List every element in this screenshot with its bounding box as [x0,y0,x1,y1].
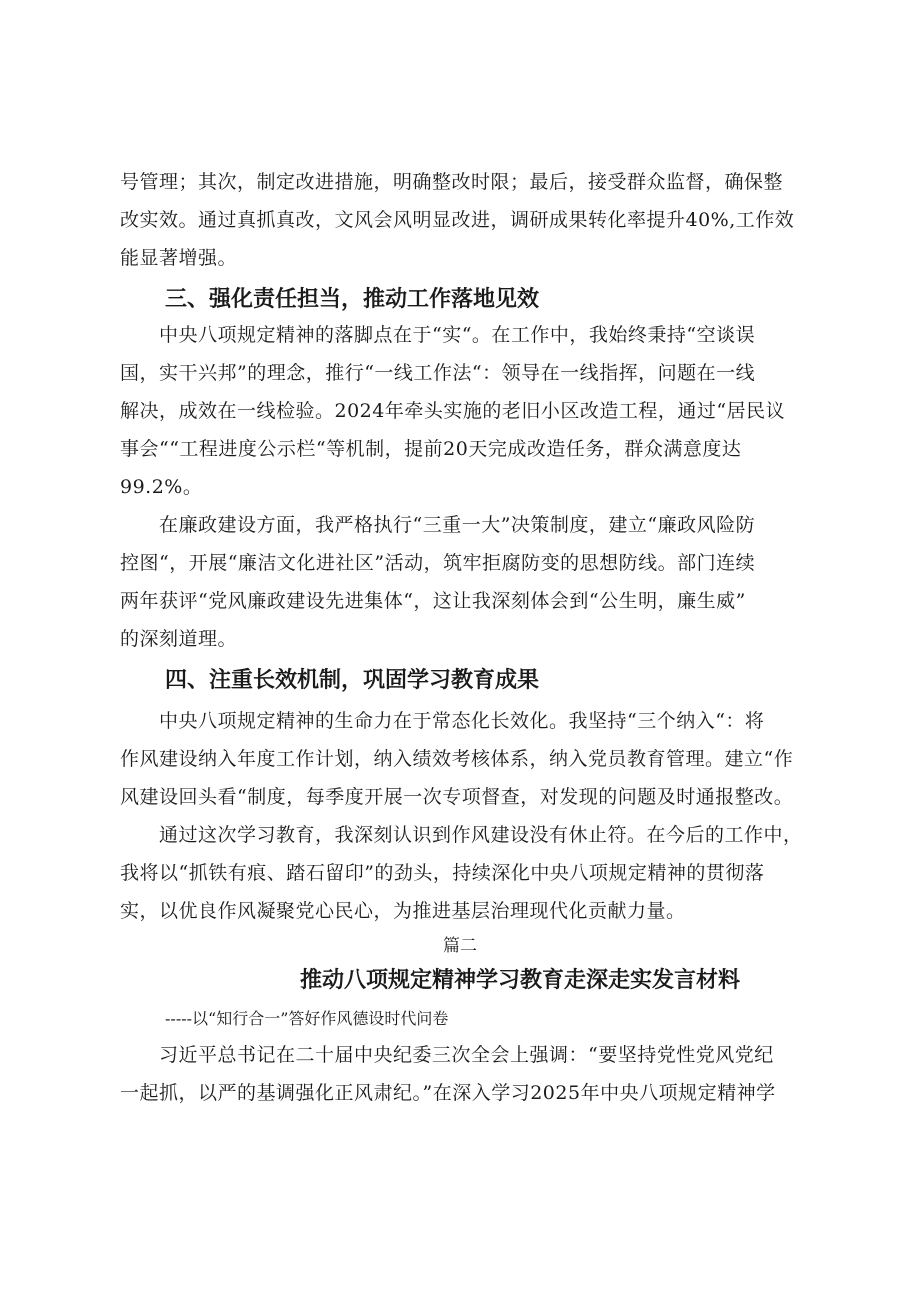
text-line: 中央八项规定精神的落脚点在于“实“。在工作中，我始终秉持“空谈误 [120,324,756,346]
text-line: 我将以“抓铁有痕、踏石留印”的劲头，持续深化中央八项规定精神的贯彻落 [120,862,765,884]
section-3-paragraph-2 [120,506,810,658]
part-2-title: 推动八项规定精神学习教育走深走实发言材料 [300,968,741,993]
text-line: 的深刻道理。 [120,628,238,650]
text-line: 中央八项规定精神的生命力在于常态化长效化。我坚持“三个纳入“：将 [120,710,765,732]
text-line: 国，实干兴邦”的理念，推行“一线工作法“：领导在一线指挥，问题在一线 [120,362,756,384]
text-line: 99.2%。 [120,476,203,498]
text-line: 改实效。通过真抓真改，文风会风明显改进，调研成果转化率提升40%,工作效 [120,209,795,231]
part-2-subtitle: -----以“知行合一”答好作风德设时代问卷 [165,1009,449,1028]
text-line: 能显著增强。 [120,247,238,269]
section-3-heading: 三、强化责任担当，推动工作落地见效 [165,287,540,312]
intro-paragraph [120,163,810,277]
text-line: 在廉政建设方面，我严格执行“三重一大”决策制度，建立“廉政风险防 [120,514,756,536]
text-line: 控图“，开展“廉洁文化进社区”活动，筑牢拒腐防变的思想防线。部门连续 [120,552,756,574]
text-line: 习近平总书记在二十届中央纪委三次全会上强调：“要坚持党性党风党纪 [120,1044,774,1066]
section-4-paragraph-2 [120,816,810,930]
text-line: 风建设回头看“制度，每季度开展一次专项督查，对发现的问题及时通报整改。 [120,786,794,808]
part-2-paragraph [120,1036,810,1112]
section-4-paragraph-1 [120,702,810,816]
text-line: 实，以优良作风凝聚党心民心，为推进基层治理现代化贡献力量。 [120,900,686,922]
text-line: 作风建设纳入年度工作计划，纳入绩效考核体系，纳入党员教育管理。建立“作 [120,748,794,770]
section-3-paragraph-1 [120,316,810,506]
text-line: 号管理；其次，制定改进措施，明确整改时限；最后，接受群众监督，确保整 [120,171,784,193]
text-line: 事会““工程进度公示栏“等机制，提前20天完成改造任务，群众满意度达 [120,438,742,460]
text-line: 两年获评“党风廉政建设先进集体“，这让我深刻体会到“公生明，廉生威” [120,590,746,612]
section-4-heading: 四、注重长效机制，巩固学习教育成果 [165,668,540,693]
part-label: 篇二 [443,936,477,956]
text-line: 解决，成效在一线检验。2024年牵头实施的老旧小区改造工程，通过“居民议 [120,400,786,422]
text-line: 通过这次学习教育，我深刻认识到作风建设没有休止符。在今后的工作中， [120,824,803,846]
text-line: 一起抓，以严的基调强化正风肃纪。”在深入学习2025年中央八项规定精神学 [120,1082,776,1104]
